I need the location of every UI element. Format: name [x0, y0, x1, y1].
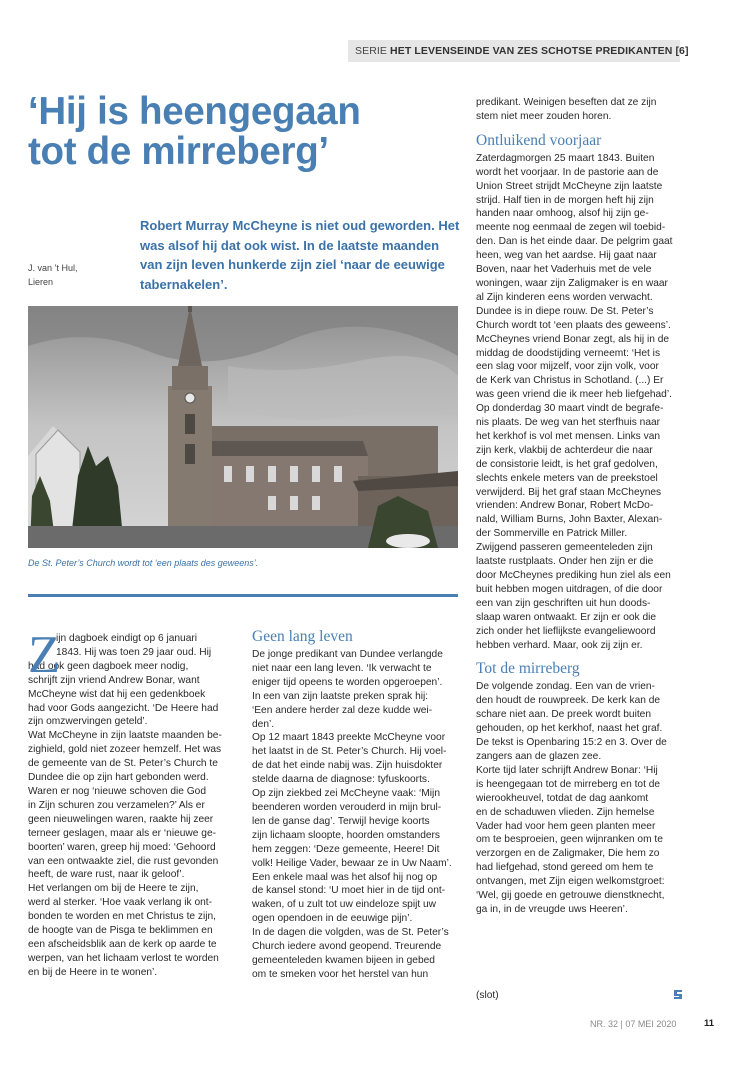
body-line: hem zeggen: ‘Deze gemeente, Heere! Dit: [252, 843, 440, 855]
body-line: Boven, naar het Vaderhuis met de vele: [476, 264, 652, 276]
body-line: De jonge predikant van Dundee verlangde: [252, 649, 443, 660]
body-line: Church wordt tot ‘een plaats des geweens’.: [476, 319, 671, 331]
body-line: den’.: [252, 718, 275, 730]
body-line: eniger tijd opeens te worden opgeroepen’.: [252, 676, 443, 688]
body-line: predikant. Weinigen beseften dat ze zijn: [476, 97, 657, 108]
series-title: HET LEVENSEINDE VAN ZES SCHOTSE PREDIKANTEN [6]: [390, 45, 689, 57]
body-line: vrienden: Andrew Bonar, Robert McDo-: [476, 500, 654, 512]
body-line: de dat het einde nabij was. Zijn huisdokter: [252, 760, 443, 772]
body-line: meente nog eenmaal de zegen wil toebid-: [476, 222, 666, 234]
body-line: hebben verhard. Maar, ook zij zijn er.: [476, 639, 643, 651]
title-line-2: tot de mirreberg’: [28, 130, 329, 173]
body-line: ontvangen, met Zijn eigen welkomstgroet:: [476, 876, 665, 888]
title-line-1: ‘Hij is heengegaan: [28, 90, 361, 133]
body-line: Zaterdagmorgen 25 maart 1843. Buiten: [476, 152, 655, 164]
body-line: de gemeente van de St. Peter’s Church te: [28, 758, 218, 770]
body-line: wordt het voorjaar. In de pastorie aan de: [476, 166, 659, 178]
body-line: middag de doodstijding verneemt: ‘Het is: [476, 347, 661, 359]
body-line: boorten’ waren, greep hij moed: ‘Gehoord: [28, 841, 216, 853]
body-line: had liefgehad, stond gereed om hem te: [476, 862, 654, 874]
body-line: McCheyne wist dat hij een gedenkboek: [28, 688, 206, 700]
body-line: de hoogte van de Pisga te beklimmen en: [28, 925, 213, 937]
body-line: door McCheynes prediking hun ziel als een: [476, 570, 671, 581]
body-line: Dundee is in diepe rouw. De St. Peter’s: [476, 305, 654, 317]
body-line: Het verlangen om bij de Heere te zijn,: [28, 883, 199, 895]
body-line: terneer geslagen, maar als er ‘nieuwe ge-: [28, 827, 217, 839]
body-line: Church iedere avond geopend. Treurende: [252, 941, 442, 953]
body-line: ga in, in de vreugde uws Heeren’.: [476, 903, 628, 915]
body-line: bonden te worden en met Christus te zijn,: [28, 911, 217, 923]
body-line: zijn omzwervingen geteld’.: [28, 716, 148, 728]
body-line: der Sommerville en Patrick Miller.: [476, 528, 628, 540]
section-heading: Tot de mirreberg: [476, 660, 580, 678]
body-line: had voor Gods aangezicht. ‘De Heere had: [28, 702, 219, 714]
body-line: om te besproeien, geen wijnranken om te: [476, 834, 663, 846]
body-line: zighield, gold niet zozeer hemzelf. Het was: [28, 744, 222, 756]
body-line: verwijderd. Bij het graf staan McCheynes: [476, 486, 662, 498]
body-line: Wat McCheyne in zijn laatste maanden be-: [28, 730, 222, 742]
body-line: Op 12 maart 1843 preekte McCheyne voor: [252, 732, 446, 744]
body-line: strijd. Half tien in de morgen heft hij zijn: [476, 194, 654, 206]
body-line: laatste rustplaats. Onder hen zijn er die: [476, 556, 654, 568]
section-heading: Ontluikend voorjaar: [476, 131, 602, 149]
body-line: len de ganse dag’. Terwijl hevige koorts: [252, 815, 430, 827]
series-banner: [348, 40, 689, 62]
issue-info: NR. 32 | 07 MEI 2020: [590, 1019, 677, 1029]
body-line: het kerkhof is vol met mensen. Links van: [476, 430, 661, 442]
photo-caption: De St. Peter’s Church wordt tot ‘een plaats des geweens’.: [28, 558, 259, 568]
body-line: de consistorie leidt, is het graf gedolven,: [476, 458, 658, 470]
body-line: werpen, van het lichaam verlost te worden: [28, 952, 219, 964]
body-line: heeft, de ware rust, naar ik geloof’.: [28, 869, 185, 881]
body-line: een afscheidsblik aan de kerk op aarde te: [28, 938, 217, 950]
closing-note: (slot): [476, 990, 499, 1001]
body-line: wierookheuvel, totdat de dag aankomt: [476, 792, 649, 804]
body-line: Union Street strijdt McCheyne zijn laatste: [476, 180, 663, 192]
body-line: had ook geen dagboek meer nodig,: [28, 660, 189, 672]
body-line: McCheynes vriend Bonar zegt, als hij in de: [476, 333, 670, 345]
intro-line: van zijn leven hunkerde zijn ziel ‘naar de eeuwige: [140, 257, 445, 272]
body-line: Op donderdag 30 maart vindt de begrafe-: [476, 403, 664, 415]
body-line: woningen, waar zijn Zaligmaker is en waar: [476, 277, 668, 289]
section-divider: [28, 594, 458, 597]
text-column-3: [476, 96, 691, 917]
body-line: Korte tijd later schrijft Andrew Bonar: ‘Hij: [476, 764, 658, 776]
body-line: en de schaduwen vlieden. Zijn hemelse: [476, 806, 655, 818]
body-line: den. Dan is het einde daar. De pelgrim gaat: [476, 236, 673, 248]
body-line: stelde daarna de diagnose: tyfuskoorts.: [252, 774, 430, 786]
body-line: om te smeken voor het herstel van hun: [252, 968, 429, 980]
body-line: geen nieuwelingen waren, raakte hij zeer: [28, 813, 214, 825]
body-line: gemeenteleden kwamen bijeen in gebed: [252, 954, 435, 966]
body-line: slaap waren ontwaakt. Er zijn er ook die: [476, 611, 657, 623]
body-line: schrijft zijn vriend Andrew Bonar, want: [28, 674, 200, 686]
body-line: schare niet aan. De preek wordt buiten: [476, 709, 651, 721]
body-line: Een enkele maal was het alsof hij nog op: [252, 871, 438, 883]
church-photo: [28, 306, 458, 548]
end-mark-icon: [672, 988, 684, 1000]
body-line: Vader had voor hem geen planten meer: [476, 820, 656, 832]
body-line: zijn kerk, vlakbij de achterdeur die naar: [476, 444, 653, 456]
body-line: is heengegaan tot de mirreberg en tot de: [476, 778, 661, 790]
body-line: heen, weg van het aardse. Hij gaat naar: [476, 250, 657, 262]
body-line: stem niet meer zouden horen.: [476, 110, 612, 122]
text-column-1: [28, 626, 236, 980]
body-line: 1843. Hij was toen 29 jaar oud. Hij: [56, 646, 212, 658]
drop-cap: Z: [28, 626, 61, 684]
body-line: ijn dagboek eindigt op 6 januari: [56, 633, 198, 644]
text-column-2: [252, 628, 460, 982]
body-line: gehouden, op het kerkhof, naast het graf.: [476, 723, 663, 735]
body-line: werd al sterker. ‘Hoe vaak verlang ik ont-: [28, 897, 213, 909]
section-heading: Geen lang leven: [252, 628, 353, 645]
body-line: en bij de Heere in te wonen’.: [28, 966, 158, 978]
body-line: zangers aan de glazen zee.: [476, 750, 602, 762]
intro-line: Robert Murray McCheyne is niet oud geworden. Het: [140, 218, 460, 233]
author-name: J. van ’t Hul,: [28, 263, 78, 273]
body-line: buit hebben mogen uitdragen, of die door: [476, 583, 663, 595]
body-line: Dundee die op zijn hart gebonden werd.: [28, 772, 209, 784]
body-line: in Zijn schuren zou verzamelen?’ Als er: [28, 799, 205, 811]
author-place: Lieren: [28, 277, 54, 287]
body-line: In de dagen die volgden, was de St. Peter’s: [252, 927, 449, 939]
intro-lead: [140, 216, 465, 294]
body-line: slechts enkele meters van de preekstoel: [476, 472, 658, 484]
author-byline: [28, 261, 118, 289]
series-prefix: SERIE: [355, 45, 388, 57]
intro-line: was alsof hij dat ook wist. In de laatste maanden: [140, 237, 440, 253]
body-line: niet naar een lang leven. ‘Ik verwacht te: [252, 662, 432, 674]
body-line: handen naar omhoog, alsof hij zijn ge-: [476, 208, 649, 220]
body-line: verzorgen en de Zaligmaker, Die hem zo: [476, 848, 660, 860]
body-line: het laatst in de St. Peter’s Church. Hij voel-: [252, 746, 447, 758]
intro-line: tabernakelen’.: [140, 276, 228, 292]
body-line: Op zijn ziekbed zei McCheyne vaak: ‘Mijn: [252, 788, 440, 800]
body-line: Waren er nog ‘nieuwe schoven die God: [28, 785, 207, 797]
body-line: was geen vriend die ik meer heb liefgehad’.: [476, 389, 672, 401]
body-line: De volgende zondag. Een van de vrien-: [476, 681, 655, 693]
body-line: den houdt de rouwpreek. De kerk kan de: [476, 695, 661, 707]
body-line: In een van zijn laatste preken sprak hij:: [252, 690, 429, 702]
body-line: zijn lichaam sloopte, hoorden omstanders: [252, 829, 441, 841]
body-line: ogen opendoen in de eeuwige pijn’.: [252, 913, 413, 925]
page-number: 11: [704, 1018, 715, 1029]
body-line: Zwijgend passeren gemeenteleden zijn: [476, 542, 653, 554]
article-title: [28, 92, 458, 172]
body-line: een van zijn geschriften uit hun doods-: [476, 597, 651, 609]
body-line: beenderen worden verouderd in mijn brul-: [252, 801, 442, 813]
body-line: ‘Een andere herder zal deze kudde wei-: [252, 704, 433, 716]
body-line: de kansel stond: ‘U moet hier in de tijd ont-: [252, 885, 446, 897]
body-line: de Kerk van Christus in Schotland. (...) Er: [476, 375, 664, 387]
body-line: ‘Wel, gij goede en getrouwe dienstknecht,: [476, 890, 665, 902]
body-line: al Zijn kinderen eens worden verwacht.: [476, 291, 653, 303]
body-line: een slag voor mijzelf, voor zijn volk, voor: [476, 361, 659, 373]
body-line: volk! Heilige Vader, bewaar ze in Uw Naam’.: [252, 857, 452, 869]
body-line: van een ontwaakte ziel, die rust gevonden: [28, 855, 219, 867]
body-line: De tekst is Openbaring 15:2 en 3. Over de: [476, 737, 667, 749]
body-line: waken, of u zult tot uw eindeloze spijt uw: [252, 899, 437, 911]
body-line: nald, William Burns, John Baxter, Alexan-: [476, 514, 663, 526]
body-line: zich onder het lieflijkste evangeliewoord: [476, 625, 656, 637]
body-line: nis plaats. De weg van het sterfhuis naar: [476, 417, 661, 429]
